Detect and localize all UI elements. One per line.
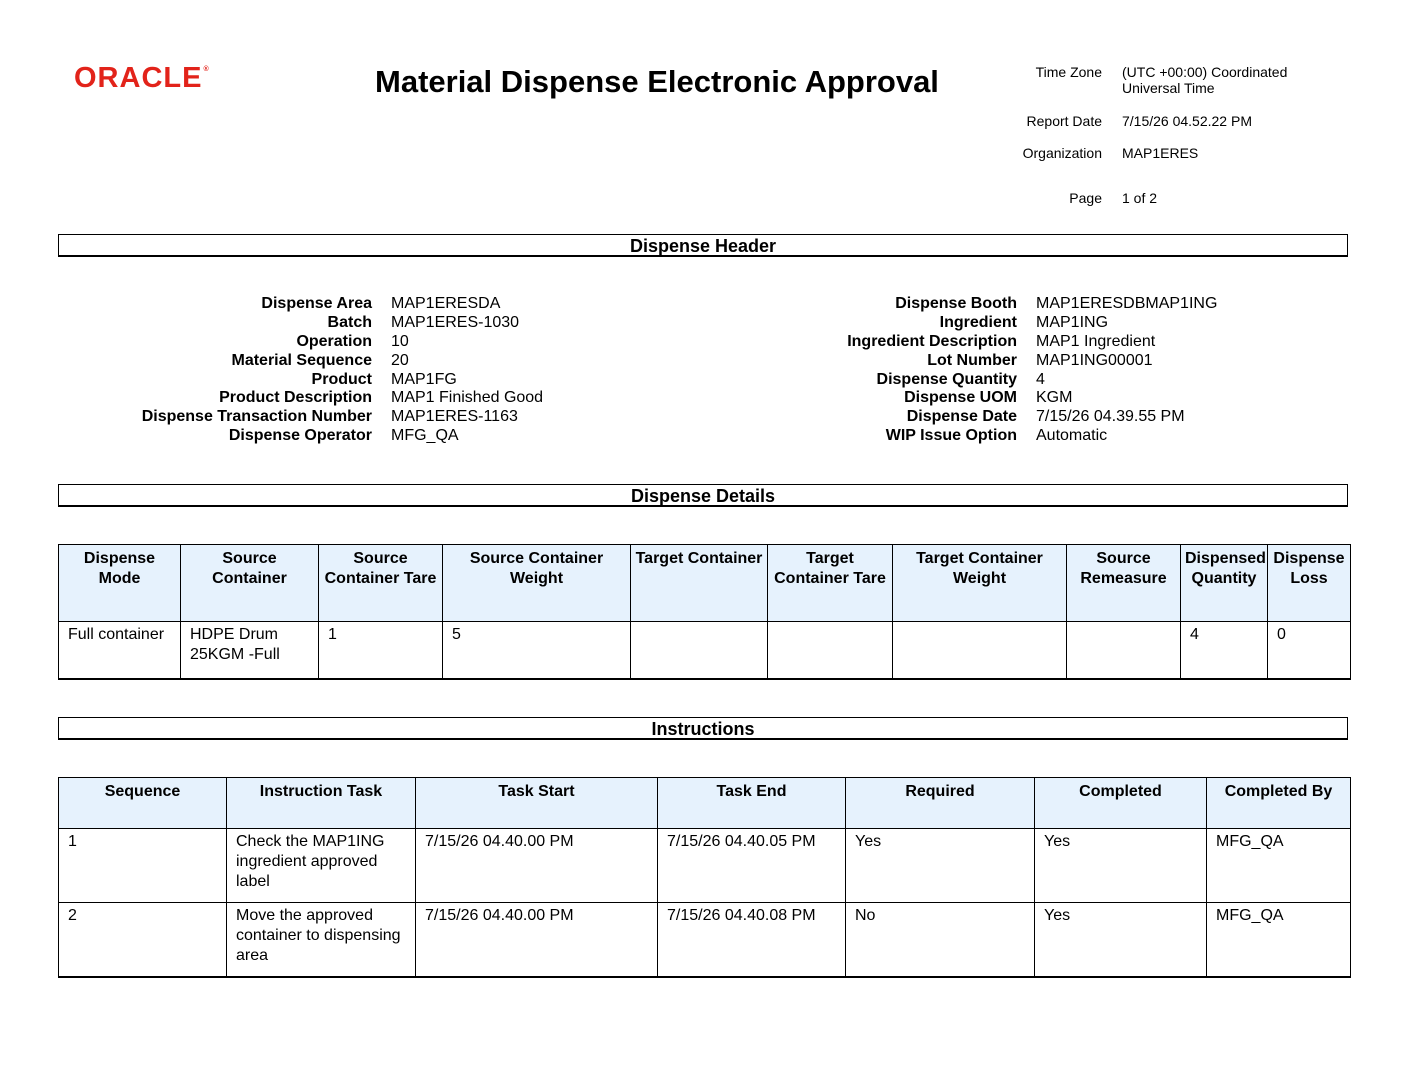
table-cell: Check the MAP1ING ingredient approved label (227, 829, 416, 903)
column-header: Target Container Tare (768, 545, 893, 622)
field-ingredient-description (0, 333, 1217, 352)
table-cell: MFG_QA (1207, 903, 1351, 977)
meta-label: Page (1069, 190, 1102, 206)
field-value: 20 (391, 351, 409, 369)
field-label: Ingredient (939, 313, 1017, 331)
table-cell (631, 622, 768, 679)
table-cell: 1 (59, 829, 227, 903)
meta-value: 7/15/26 04.52.22 PM (1122, 113, 1252, 129)
meta-organization (990, 145, 1312, 190)
table-cell: 2 (59, 903, 227, 977)
table-cell: 7/15/26 04.40.00 PM (416, 903, 658, 977)
table-cell: 4 (1181, 622, 1268, 679)
section-dispense-details: Dispense Details (58, 484, 1348, 506)
table-cell: Move the approved container to dispensing area (227, 903, 416, 977)
field-wip-issue-option (0, 427, 1217, 446)
table-cell (893, 622, 1067, 679)
column-header: Task Start (416, 778, 658, 829)
meta-value: MAP1ERES (1122, 145, 1199, 161)
column-header: Source Remeasure (1067, 545, 1181, 622)
field-label: Dispense Operator (228, 427, 372, 445)
meta-value: (UTC +00:00) Coordinated Universal Time (1122, 64, 1288, 96)
logo-text: ORACLE (74, 62, 203, 94)
column-header: Source Container (181, 545, 319, 622)
logo-trademark: ® (203, 66, 210, 73)
field-value: MAP1ING00001 (1036, 351, 1153, 369)
table-cell: 7/15/26 04.40.05 PM (658, 829, 846, 903)
instructions-table (58, 777, 1351, 978)
field-label: Product (311, 370, 372, 388)
table-cell: HDPE Drum 25KGM -Full (181, 622, 319, 679)
field-label: Dispense Booth (895, 295, 1017, 312)
column-header: Completed By (1207, 778, 1351, 829)
table-cell: No (846, 903, 1035, 977)
field-dispense-quantity (0, 371, 1217, 390)
dispense-header-right (0, 295, 1217, 446)
field-label: Dispense Date (906, 408, 1017, 426)
column-header: Source Container Tare (319, 545, 443, 622)
meta-report-date (990, 113, 1312, 145)
column-header: Dispense Mode (59, 545, 181, 622)
field-label: Dispense Area (261, 295, 372, 312)
report-title: Material Dispense Electronic Approval (375, 64, 939, 99)
dispense-details-table (58, 544, 1351, 680)
field-value: KGM (1036, 389, 1073, 407)
meta-value: 1 of 2 (1122, 190, 1158, 206)
field-label: Ingredient Description (847, 332, 1017, 350)
field-label: Lot Number (927, 351, 1017, 369)
table-row (59, 622, 1351, 679)
table-row (59, 829, 1351, 903)
field-label: Product Description (219, 389, 372, 407)
field-label: Batch (327, 313, 372, 331)
field-value: MAP1ING (1036, 313, 1109, 331)
meta-label: Report Date (1026, 113, 1102, 129)
field-value: 4 (1036, 370, 1045, 388)
column-header: Dispensed Quantity (1181, 545, 1268, 622)
field-value: MAP1ERESDA (391, 295, 501, 312)
field-value: MAP1 Finished Good (391, 389, 544, 407)
column-header: Completed (1035, 778, 1207, 829)
instructions-header-row (59, 778, 1351, 829)
table-cell: 7/15/26 04.40.08 PM (658, 903, 846, 977)
field-lot-number (0, 352, 1217, 371)
column-header: Instruction Task (227, 778, 416, 829)
table-cell: Yes (1035, 903, 1207, 977)
table-cell: Yes (1035, 829, 1207, 903)
field-label: WIP Issue Option (885, 427, 1017, 445)
table-cell: Full container (59, 622, 181, 679)
field-value: MAP1FG (391, 370, 457, 388)
section-instructions: Instructions (58, 717, 1348, 739)
field-value: MAP1ERESDBMAP1ING (1036, 295, 1218, 312)
column-header: Target Container (631, 545, 768, 622)
field-value: 10 (391, 332, 409, 350)
field-label: Dispense Transaction Number (141, 408, 372, 426)
column-header: Target Container Weight (893, 545, 1067, 622)
table-cell (768, 622, 893, 679)
field-value: 7/15/26 04.39.55 PM (1036, 408, 1185, 426)
field-label: Dispense Quantity (876, 370, 1017, 388)
field-value: Automatic (1036, 427, 1108, 445)
details-header-row (59, 545, 1351, 622)
table-cell: MFG_QA (1207, 829, 1351, 903)
meta-time-zone (990, 64, 1312, 113)
table-row (59, 903, 1351, 977)
table-cell: Yes (846, 829, 1035, 903)
table-cell: 0 (1268, 622, 1351, 679)
field-value: MAP1ERES-1163 (391, 408, 518, 426)
column-header: Required (846, 778, 1035, 829)
meta-page (990, 190, 1312, 206)
column-header: Task End (658, 778, 846, 829)
field-value: MAP1 Ingredient (1036, 332, 1156, 350)
report-meta (990, 64, 1312, 206)
column-header: Sequence (59, 778, 227, 829)
oracle-logo (74, 62, 210, 95)
column-header: Source Container Weight (443, 545, 631, 622)
meta-label: Organization (1022, 145, 1102, 161)
field-label: Operation (296, 332, 372, 350)
field-ingredient (0, 314, 1217, 333)
table-cell (1067, 622, 1181, 679)
field-label: Dispense UOM (904, 389, 1017, 407)
field-value: MAP1ERES-1030 (391, 313, 520, 331)
column-header: Dispense Loss (1268, 545, 1351, 622)
table-cell: 5 (443, 622, 631, 679)
field-label: Material Sequence (231, 351, 372, 369)
section-dispense-header: Dispense Header (58, 234, 1348, 256)
table-cell: 7/15/26 04.40.00 PM (416, 829, 658, 903)
field-value: MFG_QA (391, 427, 459, 445)
field-dispense-date (0, 408, 1217, 427)
table-cell: 1 (319, 622, 443, 679)
meta-label: Time Zone (1035, 64, 1102, 80)
field-dispense-booth (0, 295, 1217, 314)
field-dispense-uom (0, 389, 1217, 408)
